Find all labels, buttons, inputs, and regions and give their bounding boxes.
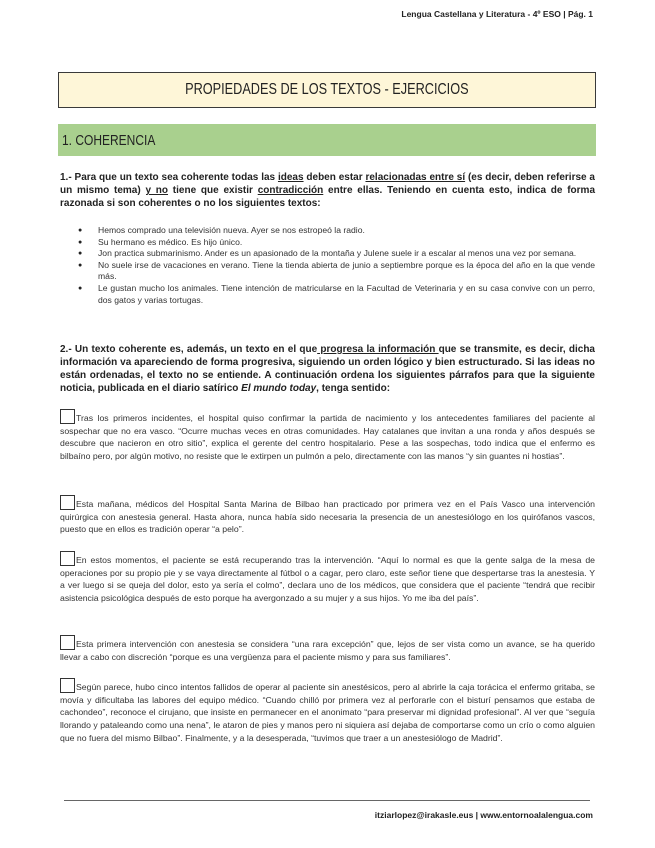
order-checkbox[interactable]	[60, 495, 75, 510]
title-box	[58, 72, 596, 108]
paragraph: Esta primera intervención con anestesia se considera “una rara excepción” que, lejos de ser vista como un avance, se ha querido llevar a cabo con discreción “porque es una vergüenza para el paciente mismo y para sus familiares”.	[60, 635, 595, 663]
order-checkbox[interactable]	[60, 678, 75, 693]
list-item: ● Le gustan mucho los animales. Tiene intención de matricularse en la Facultad de Veterinaria y en su casa convive con un perro, dos gatos y varias tortugas.	[98, 283, 595, 306]
paragraph: En estos momentos, el paciente se está recuperando tras la intervención. “Aquí lo normal es que la gente salga de la mesa de operaciones por su propio pie y se vaya directamente al fútbol o a cagar, pero claro, este señor tiene que despertarse tras la anestesia. Y a ver luego si se queja del dolor, esto ya sería el colmo”, declara uno de los médicos, que considera que el paciente “tendrá que recibir asistencia psicológica después de esto porque ha avergonzado a su mujer y a sus hijos. Yo me iba del país”.	[60, 551, 595, 605]
page-header: Lengua Castellana y Literatura - 4º ESO | Pág. 1	[401, 9, 593, 19]
paragraph: Esta mañana, médicos del Hospital Santa Marina de Bilbao han practicado por primera vez en el País Vasco una intervención quirúrgica con anestesia general. Hasta ahora, nunca había sido necesaria la presencia de un anestesiólogo en los quirófanos vascos, puesto que en ellos es tradición operar “a pelo”.	[60, 495, 595, 536]
footer-divider	[64, 800, 590, 801]
list-item: ● No suele irse de vacaciones en verano. Tiene la tienda abierta de junio a septiembre porque es la época del año en la que vende más.	[98, 260, 595, 283]
list-item: ● Hemos comprado una televisión nueva. Ayer se nos estropeó la radio.	[98, 225, 595, 237]
section-heading: 1. COHERENCIA	[62, 131, 156, 149]
question-1	[60, 171, 595, 210]
page-title: PROPIEDADES DE LOS TEXTOS - EJERCICIOS	[185, 81, 469, 98]
order-checkbox[interactable]	[60, 635, 75, 650]
order-checkbox[interactable]	[60, 409, 75, 424]
section-heading-bar	[58, 124, 596, 156]
question-1-text: 1.- Para que un texto sea coherente todas las ideas deben estar relacionadas entre sí (es decir, deben referirse a un mismo tema) y no tiene que existir contradicción entre ellas. Teniendo en cuenta esto, indica de forma razonada si son coherentes o no los siguientes textos:	[60, 172, 596, 209]
order-checkbox[interactable]	[60, 551, 75, 566]
paragraph-block	[60, 678, 595, 745]
paragraph-block	[60, 635, 595, 663]
question-2-text: 2.- Un texto coherente es, además, un texto en el que progresa la información que se transmite, es decir, dicha información va apareciendo de forma progresiva, siguiendo un orden lógico y bien estructurado. Si las ideas no están ordenadas, el texto no se entiende. A continuación ordena los siguientes párrafos para que la siguiente noticia, publicada en el diario satírico El mundo today, tenga sentido:	[60, 344, 595, 394]
paragraph: Según parece, hubo cinco intentos fallidos de operar al paciente sin anestésicos, pero al abrirle la caja torácica el enfermo gritaba, se movía y dificultaba las labores del equipo médico. “Cuando chilló por primera vez al perforarle con el bisturí pensamos que estaba de cachondeo”, reconoce el cirujano, que insiste en permanecer en el anonimato “para preservar mi dignidad profesional”. Al ver que “seguía llorando y pataleando como una nena”, le ataron de pies y manos pero ni siquiera así dejaba de comportarse como un crío o como alguien que no fuera del mismo Bilbao”. Finalmente, y a la desesperada, “tuvimos que traer a un anestesiólogo de Madrid”.	[60, 678, 595, 745]
page-footer: itziarlopez@irakasle.eus | www.entornoalalengua.com	[374, 810, 593, 820]
paragraph-block	[60, 495, 595, 536]
paragraph-block	[60, 551, 595, 605]
paragraph: Tras los primeros incidentes, el hospital quiso confirmar la partida de nacimiento y los antecedentes familiares del paciente al sospechar que no era vasco. “Ocurre muchas veces en otras comunidades. Hay catalanes que invitan a una ronda y años después se descubre que nacieron en otro sitio”, explica el gerente del centro hospitalario. Pese a las sospechas, todo indica que el enfermo es bilbaíno pero, por algún motivo, no resiste que le extirpen un pulmón a pelo, directamente con las manos “y sin guantes ni hostias”.	[60, 409, 595, 463]
bullet-list-wrapper	[60, 225, 595, 306]
list-item: ● Jon practica submarinismo. Ander es un apasionado de la montaña y Julene suele ir a escalar al menos una vez por semana.	[98, 248, 595, 260]
text-bullet-list	[60, 225, 595, 306]
list-item: ● Su hermano es médico. Es hijo único.	[98, 237, 595, 249]
question-2	[60, 343, 595, 395]
paragraph-block	[60, 409, 595, 463]
